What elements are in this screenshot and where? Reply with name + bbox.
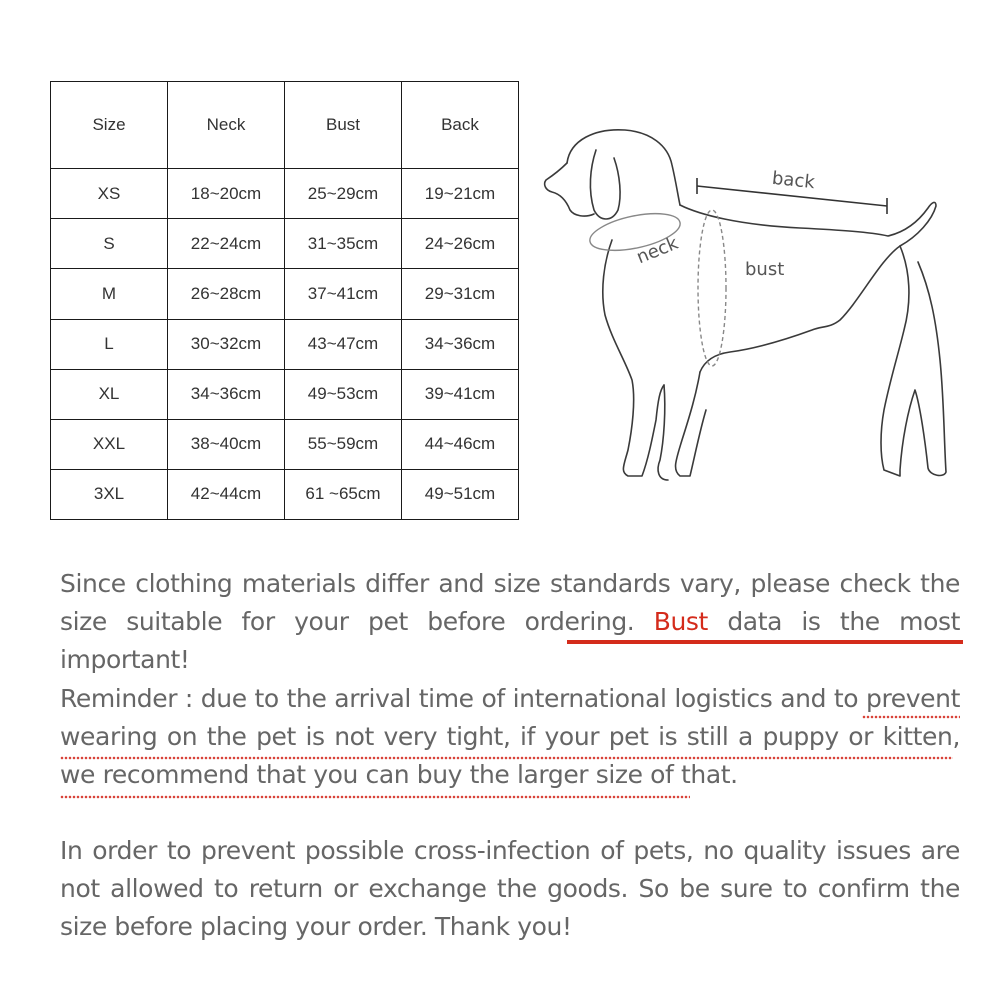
header-neck: Neck <box>168 82 285 169</box>
neck-cell: 30~32cm <box>168 319 285 369</box>
back-label: back <box>771 167 816 194</box>
neck-cell: 18~20cm <box>168 169 285 219</box>
back-cell: 49~51cm <box>402 469 519 519</box>
table-row <box>51 219 519 269</box>
bust-measure-ring <box>698 210 726 366</box>
back-cell: 24~26cm <box>402 219 519 269</box>
table-row <box>51 419 519 469</box>
neck-cell: 22~24cm <box>168 219 285 269</box>
size-cell: XS <box>51 169 168 219</box>
size-cell: S <box>51 219 168 269</box>
size-check-text: Since clothing materials differ and size standards vary, please check the size suitable for your pet before ordering. <box>60 569 960 636</box>
back-cell: 34~36cm <box>402 319 519 369</box>
back-cell: 39~41cm <box>402 369 519 419</box>
neck-cell: 42~44cm <box>168 469 285 519</box>
header-bust: Bust <box>285 82 402 169</box>
neck-cell: 26~28cm <box>168 269 285 319</box>
size-cell: XXL <box>51 419 168 469</box>
back-cell: 44~46cm <box>402 419 519 469</box>
table-row <box>51 369 519 419</box>
bust-cell: 49~53cm <box>285 369 402 419</box>
bust-cell: 31~35cm <box>285 219 402 269</box>
reminder-note: Reminder : due to the arrival time of international logistics and to prevent wearing on the pet is not very tight, if your pet is still a puppy or kitten, we recommend that you can buy the larger size of that. <box>60 684 960 789</box>
bust-cell: 25~29cm <box>285 169 402 219</box>
size-cell: L <box>51 319 168 369</box>
dog-ear-outline <box>590 150 620 219</box>
dog-chest-outline <box>603 240 664 476</box>
back-cell: 19~21cm <box>402 169 519 219</box>
bust-cell: 55~59cm <box>285 419 402 469</box>
bust-highlight: Bust <box>653 607 708 636</box>
table-row <box>51 269 519 319</box>
dog-outline-diagram <box>535 120 955 490</box>
bust-cell: 61 ~65cm <box>285 469 402 519</box>
bust-label: bust <box>745 259 785 280</box>
header-back: Back <box>402 82 519 169</box>
table-row <box>51 469 519 519</box>
table-header-row <box>51 82 519 169</box>
neck-label: neck <box>633 232 682 269</box>
size-check-note <box>60 565 960 679</box>
red-underline <box>567 640 963 644</box>
bust-cell: 43~47cm <box>285 319 402 369</box>
dog-belly-outline <box>700 246 900 372</box>
wavy-underline <box>60 756 953 760</box>
dog-snout-outline <box>545 163 594 216</box>
table-row <box>51 169 519 219</box>
return-policy-note: In order to prevent possible cross-infection of pets, no quality issues are not allowed to return or exchange the goods. So be sure to confirm the size before placing your order. Thank you! <box>60 836 960 941</box>
neck-cell: 38~40cm <box>168 419 285 469</box>
wavy-underline <box>862 715 960 719</box>
back-cell: 29~31cm <box>402 269 519 319</box>
dog-front-leg-outline <box>676 372 706 476</box>
header-size: Size <box>51 82 168 169</box>
size-cell: XL <box>51 369 168 419</box>
size-cell: M <box>51 269 168 319</box>
wavy-underline <box>60 795 690 799</box>
size-chart-table <box>50 81 519 520</box>
neck-cell: 34~36cm <box>168 369 285 419</box>
dog-head-outline <box>567 130 680 205</box>
table-row <box>51 319 519 369</box>
dog-rear-leg-outline <box>881 246 946 476</box>
size-cell: 3XL <box>51 469 168 519</box>
size-check-tail: data is the most important! <box>60 607 960 674</box>
dog-back-outline <box>680 202 936 246</box>
bust-cell: 37~41cm <box>285 269 402 319</box>
